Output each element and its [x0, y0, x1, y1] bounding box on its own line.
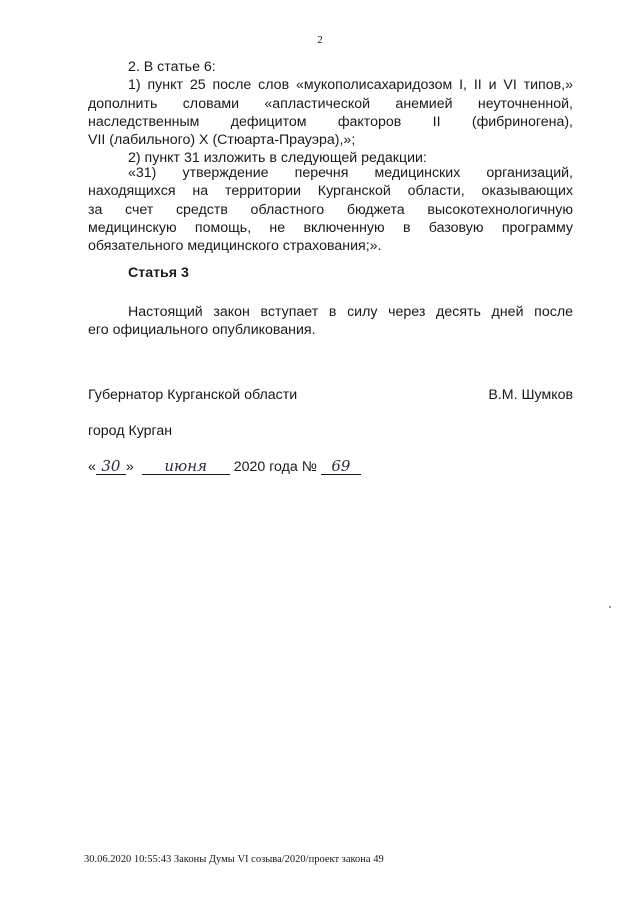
place-of-signing: город Курган — [88, 423, 173, 439]
amendment-item-1-line: наследственным дефицитом факторов II (фибриногена), — [88, 113, 573, 130]
amendment-item-2-line: за счет средств областного бюджета высокотехнологичную — [88, 201, 573, 218]
scan-speck — [609, 606, 611, 608]
article-3-heading: Статья 3 — [128, 265, 189, 281]
amendment-item-2-line: медицинскую помощь, не включенную в базовую программу — [88, 219, 573, 236]
amendment-item-2-heading: 2) пункт 31 изложить в следующей редакции: — [128, 150, 427, 167]
article-3-line: его официального опубликования. — [88, 322, 316, 339]
signing-date — [88, 458, 361, 475]
amendment-item-1-line: 1) пункт 25 после слов «мукополисахаридозом I, II и VI типов,» — [128, 77, 573, 94]
amendment-item-1-line: дополнить словами «апластической анемией неуточненной, — [88, 95, 573, 112]
amendment-item-2-line: «31) утверждение перечня медицинских организаций, — [128, 165, 573, 181]
signature-block — [88, 387, 573, 403]
amendment-item-2-line: обязательного медицинского страхования;». — [88, 238, 382, 255]
article-3-text — [88, 303, 573, 340]
date-open-quote: « — [88, 459, 96, 475]
page-number: 2 — [317, 34, 323, 46]
amendment-item-2-line: находящихся на территории Курганской области, оказывающих — [88, 183, 573, 200]
date-day-handwritten: 30 — [96, 458, 126, 475]
amendment-heading: 2. В статье 6: — [128, 59, 216, 75]
amendment-item-2-text — [88, 164, 573, 255]
date-close-quote: » — [125, 459, 134, 475]
article-3-line: Настоящий закон вступает в силу через десять дней после — [128, 304, 573, 320]
amendment-item-1-line: VII (лабильного) X (Стюарта-Прауэра),»; — [88, 132, 356, 149]
signatory-name: В.М. Шумков — [488, 387, 573, 403]
law-number-handwritten: 69 — [321, 458, 361, 475]
date-month-handwritten: июня — [142, 458, 230, 475]
article-6-amendments — [88, 58, 573, 168]
document-footer: 30.06.2020 10:55:43 Законы Думы VI созыва/2020/проект закона 49 — [84, 854, 384, 865]
date-year-text: 2020 года № — [233, 459, 317, 475]
signatory-position: Губернатор Курганской области — [88, 387, 298, 403]
